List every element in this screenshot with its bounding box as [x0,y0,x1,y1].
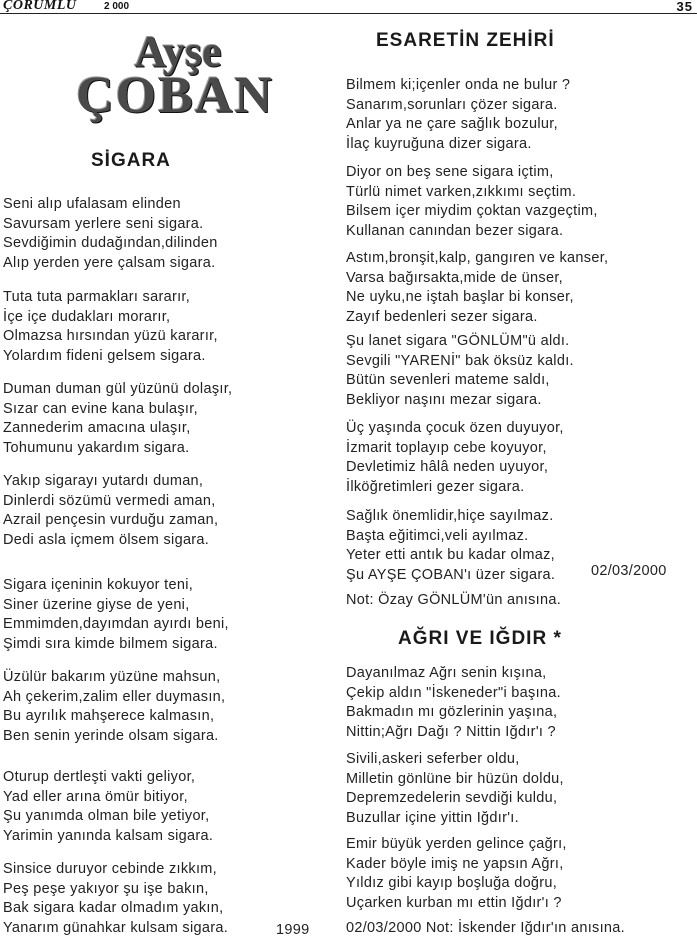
verse-line: Nittin;Ağrı Dağı ? Nittin Iğdır'ı ? [346,723,556,740]
verse-line: Buzullar içine yittin Iğdır'ı. [346,809,519,826]
verse-line: Savursam yerlere seni sigara. [3,215,204,232]
verse-line: Şu AYŞE ÇOBAN'ı üzer sigara. [346,566,556,583]
verse-line: Yarimin yanında kalsam sigara. [3,827,214,844]
poem2-stanza-1 [346,76,570,154]
poem2-stanza-5 [346,419,564,497]
verse-line: Olmazsa hırsından yüzü kararır, [3,328,218,344]
poem3-stanza-3 [346,835,567,913]
poem-title-sigara: SİGARA [91,150,171,171]
verse-line: Bekliyor naşını mezar sigara. [346,391,542,408]
poem2-stanza-3 [346,249,608,327]
poem2-stanza-6 [346,507,555,585]
verse-line: Varsa bağırsakta,mide de ünser, [346,269,563,286]
verse-line: Zannederim amacına ulaşır, [3,420,191,436]
poem2-note: Not: Özay GÖNLÜM'ün anısına. [346,592,562,608]
poem2-stanza-4 [346,332,574,410]
verse-line: Milletin gönlüne bir hüzün doldu, [346,770,564,787]
verse-line: Sanarım,sorunları çözer sigara. [346,96,558,113]
poem3-note: 02/03/2000 Not: İskender Iğdır'ın anısına. [346,920,625,936]
verse-line: Yeter etti antık bu kadar olmaz, [346,547,555,563]
verse-line: Kullanan canından bezer sigara. [346,222,564,239]
verse-line: Dayanılmaz Ağrı senin kışına, [346,665,547,681]
poem1-date: 1999 [276,922,310,938]
verse-line: Anlar ya ne çare sağlık bozulur, [346,116,558,132]
verse-line: Sinsice duruyor cebinde zıkkım, [3,861,217,877]
verse-line: Yolardım fideni gelsem sigara. [3,347,206,364]
verse-line: Zayıf bedenleri sezer sigara. [346,308,538,325]
poem1-stanza-2 [3,288,218,366]
journal-name: ÇORUMLU [3,0,77,13]
verse-line: Ben senin yerinde olsam sigara. [3,727,219,744]
verse-line: İlköğretimleri gezer sigara. [346,478,525,495]
verse-line: Devletimiz hâlâ neden uyuyor, [346,459,549,475]
poem3-stanza-2 [346,750,564,828]
poem1-stanza-4 [3,472,218,550]
verse-line: Bakmadın mı gözlerinin yaşına, [346,704,558,720]
journal-year: 2 000 [104,1,130,12]
verse-line: Diyor on beş sene sigara içtim, [346,164,554,180]
poem-title-esaretin-zehiri: ESARETİN ZEHİRİ [376,30,555,51]
verse-line: İzmarit toplayıp cebe koyuyor, [346,439,547,456]
verse-line: Sızar can evine kana bulaşır, [3,400,198,417]
page-number: 35 [676,0,693,14]
verse-line: Bütün sevenleri mateme saldı, [346,372,550,388]
verse-line: Depremzedelerin sevdiği kuldu, [346,790,558,806]
verse-line: Ne uyku,ne iştah başlar bi konser, [346,289,574,305]
verse-line: Kader böyle imiş ne yapsın Ağrı, [346,855,564,872]
verse-line: Yıldız gibi kayıp boşluğa doğru, [346,875,558,891]
poem2-stanza-2 [346,163,598,241]
poem1-stanza-7 [3,768,213,846]
verse-line: Yanarım günahkar kulsam sigara. [3,919,229,936]
verse-line: Peş peşe yakıyor şu işe bakın, [3,880,209,897]
verse-line: Üç yaşında çocuk özen duyuyor, [346,420,564,436]
verse-line: Şu lanet sigara "GÖNLÜM"ü aldı. [346,333,570,349]
poem1-stanza-3 [3,380,232,458]
verse-line: Seni alıp ufalasam elinden [3,196,181,212]
verse-line: Oturup dertleşti vakti geliyor, [3,769,196,785]
verse-line: Uçarken kurban mı ettin Iğdır'ı ? [346,894,562,911]
verse-line: Sivili,askeri seferber oldu, [346,751,520,767]
verse-line: Tohumunu yakardım sigara. [3,439,190,456]
verse-line: Şimdi sıra kimde bilmem sigara. [3,635,218,652]
verse-line: Dedi asla içmem ölsem sigara. [3,531,210,548]
poem1-stanza-8 [3,860,228,938]
verse-line: Sigara içeninin kokuyor teni, [3,577,194,593]
author-first-name: Ayşe [134,27,222,76]
verse-line: İlaç kuyruğuna dizer sigara. [346,135,532,152]
poem2-date: 02/03/2000 [591,563,667,579]
verse-line: Tuta tuta parmakları sararır, [3,289,191,305]
verse-line: Duman duman gül yüzünü dolaşır, [3,381,233,397]
header-rule [0,13,697,14]
verse-line: Astım,bronşit,kalp, gangıren ve kanser, [346,250,609,266]
verse-line: Emmimden,dayımdan ayırdı beni, [3,616,229,632]
verse-line: Emir büyük yerden gelince çağrı, [346,836,567,852]
verse-line: Sağlık önemlidir,hiçe sayılmaz. [346,508,554,524]
author-last-name: ÇOBAN [76,67,274,124]
verse-line: Siner üzerine giyse de yeni, [3,596,190,613]
verse-line: Yakıp sigarayı yutardı duman, [3,473,204,489]
verse-line: Bilsem içer miydim çoktan vazgeçtim, [346,203,598,219]
verse-line: Alıp yerden yere çalsam sigara. [3,254,216,271]
verse-line: Başta eğitimci,veli ayılmaz. [346,527,529,544]
verse-line: Ah çekerim,zalim eller duymasın, [3,688,226,705]
verse-line: Yad eller arına ömür bitiyor, [3,788,188,805]
verse-line: Dinlerdi sözümü vermedi aman, [3,492,216,509]
verse-line: Azrail pençesin vurduğu zaman, [3,512,219,528]
author-name [0,27,336,124]
poem1-stanza-1 [3,195,218,273]
verse-line: İçe içe dudakları morarır, [3,308,171,325]
verse-line: Türlü nimet varken,zıkkımı seçtim. [346,183,577,200]
verse-line: Bak sigara kadar olmadım yakın, [3,900,224,916]
poem3-stanza-1 [346,664,561,742]
verse-line: Sevgili "YARENİ" bak öksüz kaldı. [346,352,574,369]
verse-line: Bu ayrılık mahşerece kalmasın, [3,708,215,724]
poem1-stanza-5 [3,576,229,654]
verse-line: Şu yanımda olman bile yetiyor, [3,808,210,824]
poem1-stanza-6 [3,668,225,746]
poem-title-agri-ve-igdir: AĞRI VE IĞDIR * [398,628,562,649]
verse-line: Sevdiğimin dudağından,dilinden [3,235,218,251]
verse-line: Bilmem ki;içenler onda ne bulur ? [346,77,571,93]
verse-line: Üzülür bakarım yüzüne mahsun, [3,669,221,685]
verse-line: Çekip aldın "İskeneder"i başına. [346,684,561,701]
